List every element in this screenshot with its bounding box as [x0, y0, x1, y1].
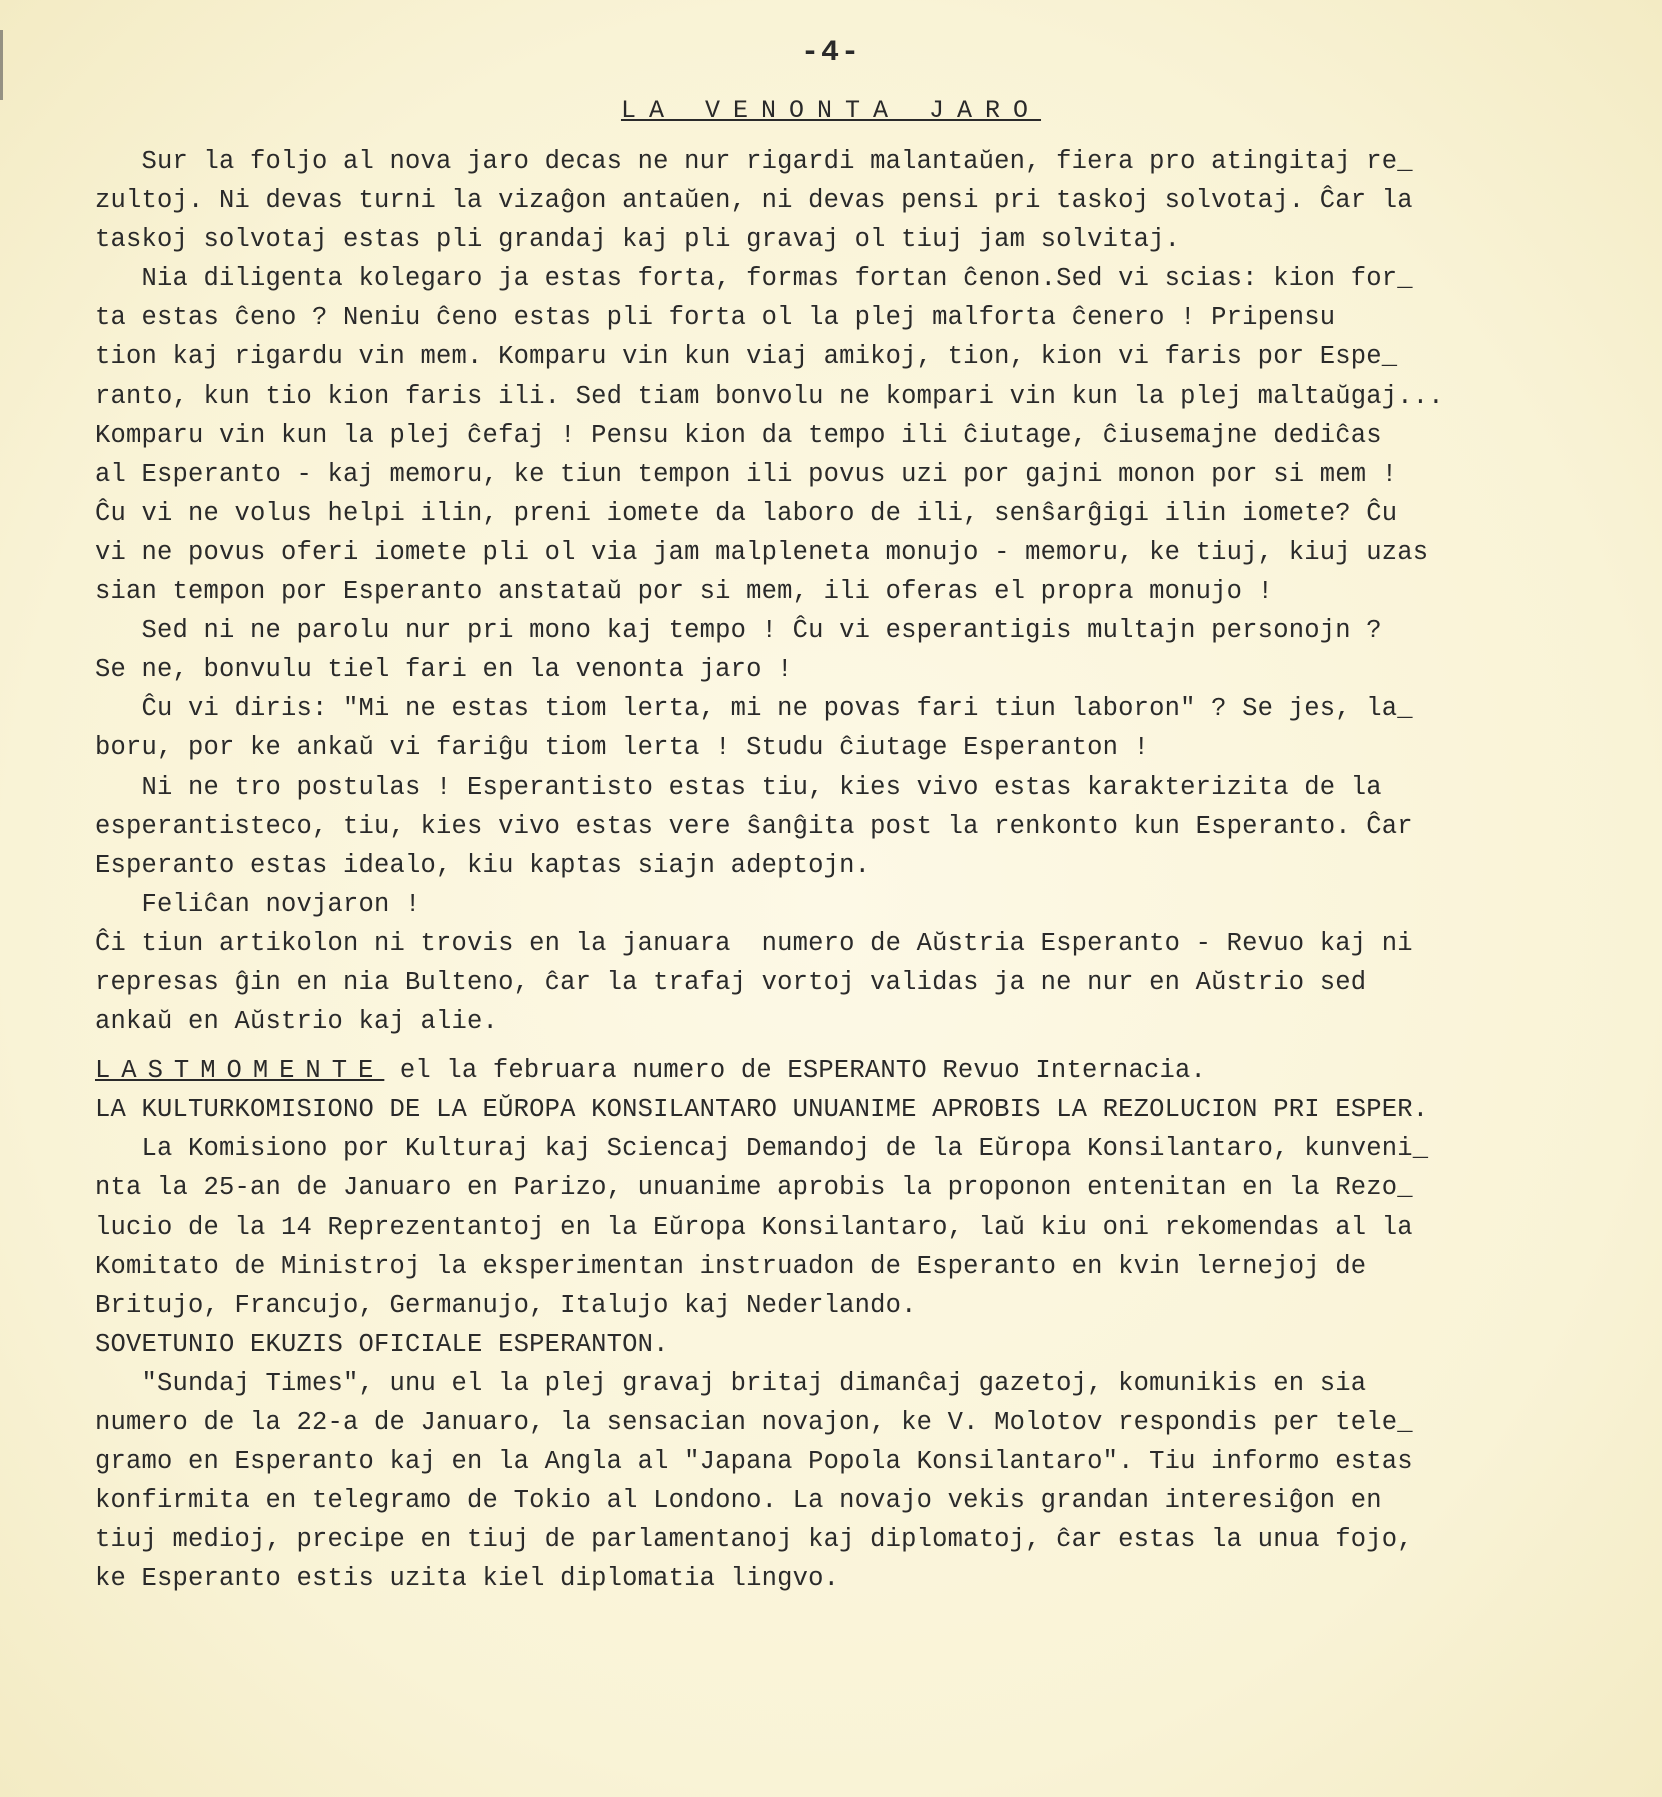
news-line: tiuj medioj, precipe en tiuj de parlamentanoj kaj diplomatoj, ĉar estas la unua fojo, — [95, 1525, 1413, 1555]
news-line: ke Esperanto estis uzita kiel diplomatia lingvo. — [95, 1564, 840, 1594]
article-line: Sur la foljo al nova jaro decas ne nur rigardi malantaŭen, fiera pro atingitaj re_ — [95, 147, 1413, 176]
article-line: ankaŭ en Aŭstrio kaj alie. — [95, 1007, 499, 1037]
section-gap — [95, 1041, 1605, 1051]
news-line: Britujo, Francujo, Germanujo, Italujo kaj Nederlando. — [95, 1290, 917, 1320]
news-line: konfirmita en telegramo de Tokio al Londono. La novajo vekis grandan interesiĝon en — [95, 1486, 1382, 1516]
article-line: represas ĝin en nia Bulteno, ĉar la trafaj vortoj validas ja ne nur en Aŭstrio sed — [95, 967, 1367, 997]
article-line: Esperanto estas idealo, kiu kaptas siajn adeptojn. — [95, 850, 871, 880]
article-line: Se ne, bonvulu tiel fari en la venonta jaro ! — [95, 655, 793, 685]
article-line: Ĉu vi ne volus helpi ilin, preni iomete da laboro de ili, senŝarĝigi ilin iomete? Ĉu — [95, 498, 1398, 528]
article-line: Sed ni ne parolu nur pri mono kaj tempo ! Ĉu vi esperantigis multajn personojn ? — [95, 616, 1382, 646]
news-line: gramo en Esperanto kaj en la Angla al "Japana Popola Konsilantaro". Tiu informo estas — [95, 1447, 1413, 1477]
article-line: esperantisteco, tiu, kies vivo estas vere ŝanĝita post la renkonto kun Esperanto. Ĉar — [95, 811, 1413, 841]
article-line: Feliĉan novjaron ! — [95, 889, 421, 919]
article-line: ranto, kun tio kion faris ili. Sed tiam bonvolu ne kompari vin kun la plej maltaŭgaj... — [95, 381, 1444, 411]
article-line: sian tempon por Esperanto anstataŭ por si mem, ili oferas el propra monujo ! — [95, 577, 1274, 607]
body-text — [95, 142, 1605, 1598]
news-line: LA KULTURKOMISIONO DE LA EŬROPA KONSILANTARO UNUANIME APROBIS LA REZOLUCION PRI ESPER. — [95, 1095, 1429, 1125]
article-line: tion kaj rigardu vin mem. Komparu vin kun viaj amikoj, tion, kion vi faris por Espe_ — [95, 342, 1398, 372]
article-line: taskoj solvotaj estas pli grandaj kaj pli gravaj ol tiuj jam solvitaj. — [95, 225, 1181, 255]
article-line: vi ne povus oferi iomete pli ol via jam malpleneta monujo - memoru, ke tiuj, kiuj uzas — [95, 537, 1429, 567]
article-line: Nia diligenta kolegaro ja estas forta, formas fortan ĉenon.Sed vi scias: kion for_ — [95, 264, 1413, 294]
article-line: al Esperanto - kaj memoru, ke tiun tempon ili povus uzi por gajni monon por si mem ! — [95, 459, 1398, 489]
article-title-text: LA VENONTA JARO — [620, 96, 1042, 125]
news-line: numero de la 22-a de Januaro, la sensacian novajon, ke V. Molotov respondis per tele_ — [95, 1408, 1413, 1437]
article-line: Komparu vin kun la plej ĉefaj ! Pensu kion da tempo ili ĉiutage, ĉiusemajne dediĉas — [95, 420, 1382, 450]
article-line: Ĉi tiun artikolon ni trovis en la januara numero de Aŭstria Esperanto - Revuo kaj ni — [95, 928, 1413, 958]
article-line: Ĉu vi diris: "Mi ne estas tiom lerta, mi ne povas fari tiun laboron" ? Se jes, la_ — [95, 694, 1413, 724]
news-line: Komitato de Ministroj la eksperimentan instruadon de Esperanto en kvin lernejoj de — [95, 1251, 1367, 1281]
lastmomente-line — [95, 1051, 1605, 1090]
news-line: SOVETUNIO EKUZIS OFICIALE ESPERANTON. — [95, 1329, 669, 1359]
article-line: ta estas ĉeno ? Neniu ĉeno estas pli forta ol la plej malforta ĉenero ! Pripensu — [95, 303, 1336, 333]
article-title — [0, 96, 1662, 125]
news-line: "Sundaj Times", unu el la plej gravaj britaj dimanĉaj gazetoj, komunikis en sia — [95, 1368, 1367, 1398]
news-line: La Komisiono por Kulturaj kaj Sciencaj Demandoj de la Eŭropa Konsilantaro, kunveni_ — [95, 1134, 1429, 1164]
article-line: boru, por ke ankaŭ vi fariĝu tiom lerta ! Studu ĉiutage Esperanton ! — [95, 733, 1150, 763]
lastmomente-source: el la februara numero de ESPERANTO Revuo Internacia. — [384, 1056, 1206, 1086]
news-line: nta la 25-an de Januaro en Parizo, unuanime aprobis la proponon entenitan en la Rezo_ — [95, 1173, 1413, 1203]
page-number: -4- — [800, 36, 861, 70]
lastmomente-heading: LASTMOMENTE — [95, 1056, 385, 1086]
news-line: lucio de la 14 Reprezentantoj en la Eŭropa Konsilantaro, laŭ kiu oni rekomendas al la — [95, 1212, 1413, 1242]
article-line: zultoj. Ni devas turni la vizaĝon antaŭen, ni devas pensi pri taskoj solvotaj. Ĉar la — [95, 186, 1413, 216]
article-line: Ni ne tro postulas ! Esperantisto estas tiu, kies vivo estas karakterizita de la — [95, 772, 1382, 802]
